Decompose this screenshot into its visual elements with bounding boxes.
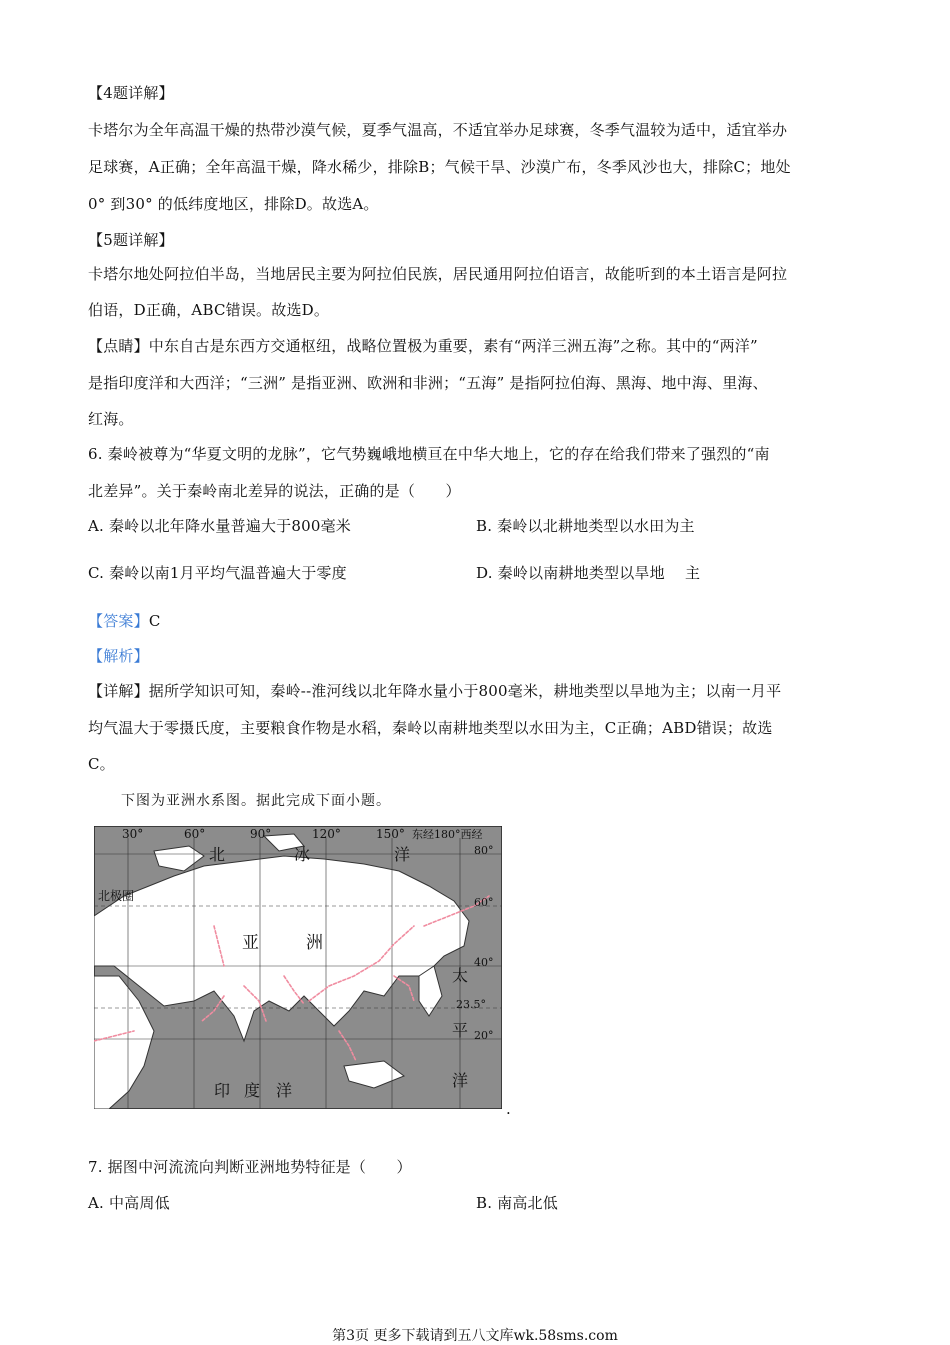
q6-option-a: A. 秦岭以北年降水量普遍大于800毫米 [88, 517, 352, 535]
map-ocean-label: 印 [214, 1081, 231, 1100]
map-lon-label: 东经180°西经 [412, 828, 483, 841]
asia-water-system-map [94, 826, 502, 1109]
map-trailing-dot: . [506, 1100, 511, 1118]
dianjing-text-line: 是指印度洋和大西洋；“三洲” 是指亚洲、欧洲和非洲；“五海” 是指阿拉伯海、黑海、地中海、里海、 [88, 374, 768, 392]
detail-text-line: C。 [88, 755, 115, 773]
q4-text-line: 0° 到30° 的低纬度地区，排除D。故选A。 [88, 195, 379, 213]
map-lat-label: 23.5° [456, 998, 486, 1011]
dianjing-text-line: 红海。 [88, 410, 134, 428]
map-lat-label: 40° [474, 956, 494, 969]
map-region-label: 洲 [306, 933, 323, 953]
map-intro: 下图为亚洲水系图。据此完成下面小题。 [121, 793, 391, 809]
q7-option-a: A. 中高周低 [88, 1194, 170, 1212]
map-region-label: 亚 [242, 933, 259, 953]
q6-stem-line: 6. 秦岭被尊为“华夏文明的龙脉”，它气势巍峨地横亘在中华大地上，它的存在给我们带来了强烈的“南 [88, 445, 770, 463]
q5-text-line: 卡塔尔地处阿拉伯半岛，当地居民主要为阿拉伯民族，居民通用阿拉伯语言，故能听到的本土语言是阿拉 [88, 265, 788, 283]
detail-text-line: 【详解】据所学知识可知，秦岭--淮河线以北年降水量小于800毫米，耕地类型以旱地为主；以南一月平 [88, 682, 782, 700]
q5-text-line: 伯语，D正确，ABC错误。故选D。 [88, 301, 330, 319]
map-ocean-label: 平 [452, 1021, 469, 1040]
q7-option-b: B. 南高北低 [476, 1194, 558, 1212]
q4-text-line: 卡塔尔为全年高温干燥的热带沙漠气候，夏季气温高，不适宜举办足球赛，冬季气温较为适中，适宜举办 [88, 121, 788, 139]
answer-line [88, 610, 161, 631]
map-ocean-label: 洋 [452, 1071, 469, 1090]
map-ocean-label: 洋 [276, 1081, 293, 1100]
map-ocean-label: 冰 [294, 845, 311, 864]
q4-text-line: 足球赛，A正确；全年高温干燥，降水稀少，排除B；气候干旱、沙漠广布，冬季风沙也大，排除C；地处 [88, 158, 791, 176]
detail-text-line: 均气温大于零摄氏度，主要粮食作物是水稻，秦岭以南耕地类型以水田为主，C正确；ABD错误；故选 [88, 719, 773, 737]
page-footer: 第3页 更多下载请到五八文库wk.58sms.com [332, 1328, 618, 1344]
analysis-label: 【解析】 [88, 647, 149, 665]
q7-stem: 7. 据图中河流流向判断亚洲地势特征是（ ） [88, 1158, 412, 1176]
dianjing-text-line: 【点睛】中东自古是东西方交通枢纽，战略位置极为重要，素有“两洋三洲五海”之称。其中的“两洋” [88, 337, 758, 355]
q4-heading: 【4题详解】 [88, 84, 174, 102]
answer-value: C [148, 612, 161, 630]
q6-option-d: D. 秦岭以南耕地类型以旱地 主 [476, 564, 701, 582]
map-lon-label: 120° [312, 827, 341, 841]
map-lat-label: 20° [474, 1029, 494, 1042]
map-lon-label: 30° [122, 827, 144, 841]
map-ocean-label: 度 [244, 1081, 261, 1100]
map-lat-label: 60° [474, 896, 494, 909]
map-ocean-label: 太 [452, 966, 469, 985]
map-lon-label: 60° [184, 827, 206, 841]
map-lat-label: 80° [474, 844, 494, 857]
map-region-label: 北极圈 [98, 889, 135, 903]
answer-label: 【答案】 [88, 612, 149, 630]
map-lon-label: 150° [376, 827, 405, 841]
q6-stem-line: 北差异”。关于秦岭南北差异的说法，正确的是（ ） [88, 482, 461, 500]
q6-option-c: C. 秦岭以南1月平均气温普遍大于零度 [88, 564, 347, 582]
q6-option-b: B. 秦岭以北耕地类型以水田为主 [476, 517, 695, 535]
q5-heading: 【5题详解】 [88, 231, 174, 249]
map-lon-label: 90° [250, 827, 272, 841]
map-ocean-label: 洋 [394, 845, 411, 864]
map-ocean-label: 北 [209, 845, 226, 864]
